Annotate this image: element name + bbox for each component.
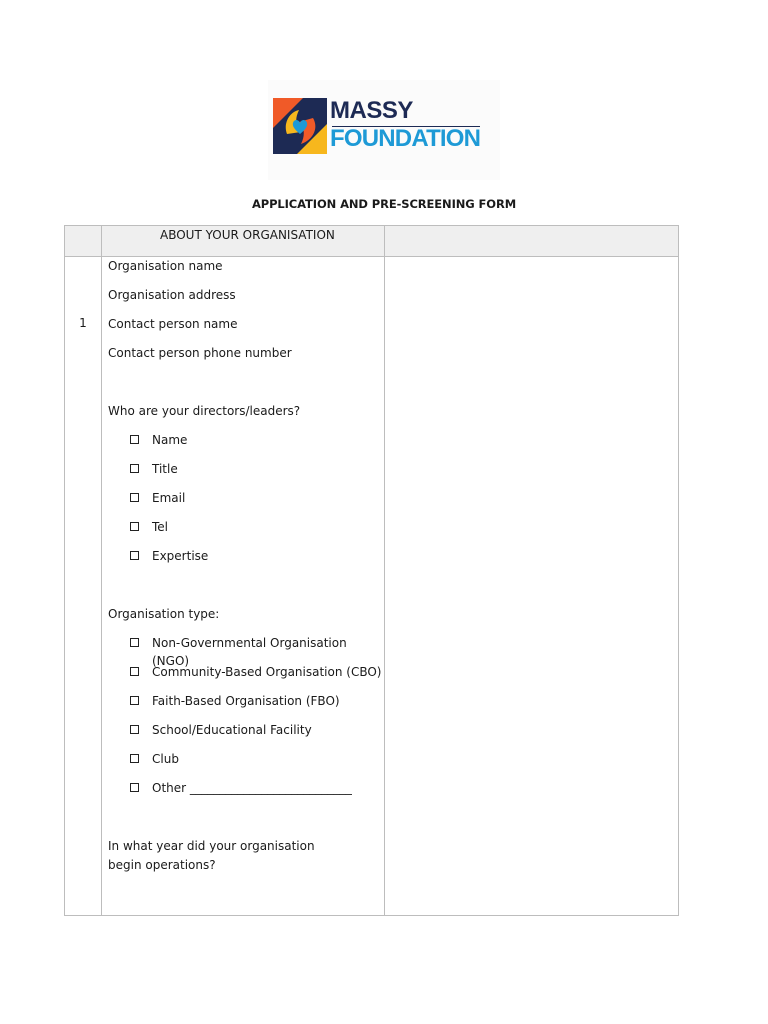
section-number-cell — [65, 257, 102, 916]
checkbox[interactable] — [130, 493, 139, 502]
directors-option[interactable]: Name — [108, 431, 384, 460]
checkbox[interactable] — [130, 435, 139, 444]
org-type-question: Organisation type: — [108, 607, 220, 621]
field-label: Contact person name — [108, 317, 238, 331]
checkbox[interactable] — [130, 638, 139, 647]
checkbox[interactable] — [130, 667, 139, 676]
checkbox[interactable] — [130, 783, 139, 792]
directors-option[interactable]: Email — [108, 489, 384, 518]
questions-cell — [102, 257, 385, 916]
checkbox[interactable] — [130, 725, 139, 734]
checkbox[interactable] — [130, 522, 139, 531]
checkbox[interactable] — [130, 754, 139, 763]
checkbox[interactable] — [130, 696, 139, 705]
section-header-row — [65, 226, 679, 257]
org-type-option[interactable]: Community-Based Organisation (CBO) — [108, 663, 384, 692]
org-type-option[interactable]: Faith-Based Organisation (FBO) — [108, 692, 384, 721]
directors-option[interactable]: Expertise — [108, 547, 384, 576]
org-type-option[interactable]: Non-Governmental Organisation (NGO) — [108, 634, 384, 663]
field-label: Organisation name — [108, 259, 223, 273]
directors-option[interactable]: Tel — [108, 518, 384, 547]
field-label: Organisation address — [108, 288, 236, 302]
directors-option[interactable]: Title — [108, 460, 384, 489]
section-number: 1 — [79, 316, 87, 330]
checkbox[interactable] — [130, 551, 139, 560]
form-title: APPLICATION AND PRE-SCREENING FORM — [251, 197, 517, 211]
org-type-option[interactable]: School/Educational Facility — [108, 721, 384, 750]
hands-heart-icon — [273, 98, 327, 154]
logo-word-foundation: FOUNDATION — [330, 125, 481, 152]
header-number-cell — [65, 226, 102, 257]
year-question: In what year did your organisation begin operations? — [108, 839, 315, 872]
logo-word-massy: MASSY — [330, 97, 413, 124]
org-type-option-other[interactable]: Other ___________________________ — [108, 779, 384, 808]
field-label: Contact person phone number — [108, 346, 292, 360]
header-answer-cell — [385, 226, 679, 257]
org-type-option[interactable]: Club — [108, 750, 384, 779]
section-body-row — [65, 257, 679, 916]
massy-foundation-logo — [268, 80, 500, 180]
section-title: ABOUT YOUR ORGANISATION — [102, 226, 385, 257]
answer-cell[interactable] — [385, 257, 679, 916]
directors-question: Who are your directors/leaders? — [108, 404, 301, 418]
checkbox[interactable] — [130, 464, 139, 473]
application-form-table — [64, 225, 679, 916]
